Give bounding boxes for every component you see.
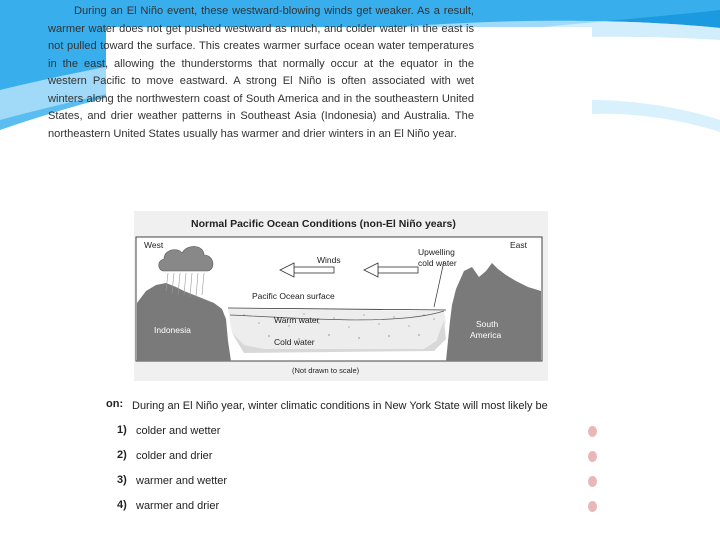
choice-2-marker <box>588 451 597 462</box>
choice-2-text[interactable]: colder and drier <box>136 450 213 462</box>
label-south-america-1: South <box>476 319 499 329</box>
label-upwelling: Upwelling <box>418 247 455 257</box>
label-south-america-2: America <box>470 330 502 340</box>
label-upwelling-cold-water: cold water <box>418 258 457 268</box>
choice-3-text[interactable]: warmer and wetter <box>136 475 228 487</box>
label-cold-water: Cold water <box>274 337 315 347</box>
choice-2-number: 2) <box>117 449 127 461</box>
label-ocean-surface: Pacific Ocean surface <box>252 291 335 301</box>
choice-4-marker <box>588 501 597 512</box>
diagram-note: (Not drawn to scale) <box>292 366 360 375</box>
label-west: West <box>144 240 164 250</box>
question-text: During an El Niño year, winter climatic conditions in New York State will most likely be <box>132 400 548 412</box>
choice-4-text[interactable]: warmer and drier <box>136 500 220 512</box>
choice-3-number: 3) <box>117 474 127 486</box>
label-warm-water: Warm water <box>274 315 320 325</box>
question-label: on: <box>106 398 124 410</box>
diagram-title: Normal Pacific Ocean Conditions (non-El Niño years) <box>191 218 456 230</box>
label-indonesia: Indonesia <box>154 325 191 335</box>
choice-4-number: 4) <box>117 499 127 511</box>
choice-1-marker <box>588 426 597 437</box>
label-winds: Winds <box>317 255 341 265</box>
passage-text: During an El Niño event, these westward-blowing winds get weaker. As a result, warmer water does not get pushed westward as much, and colder water in the east is not pulled toward the surface. This creates warmer surface ocean water temperatures in the east, allowing the thunderstorms that normally occur at the equator in the western Pacific to move eastward. A strong El Niño is often associated with wet winters along the northwestern coast of South America and in the southeastern United States, and drier weather patterns in Southeast Asia (Indonesia) and Australia. The northeastern United States usually has warmer and drier winters in an El Niño year. <box>48 5 474 140</box>
choice-1-text[interactable]: colder and wetter <box>136 425 221 437</box>
pacific-ocean-diagram <box>134 211 548 381</box>
choice-1-number: 1) <box>117 424 127 436</box>
label-east: East <box>510 240 528 250</box>
warm-water-region <box>228 309 446 349</box>
choice-3-marker <box>588 476 597 487</box>
